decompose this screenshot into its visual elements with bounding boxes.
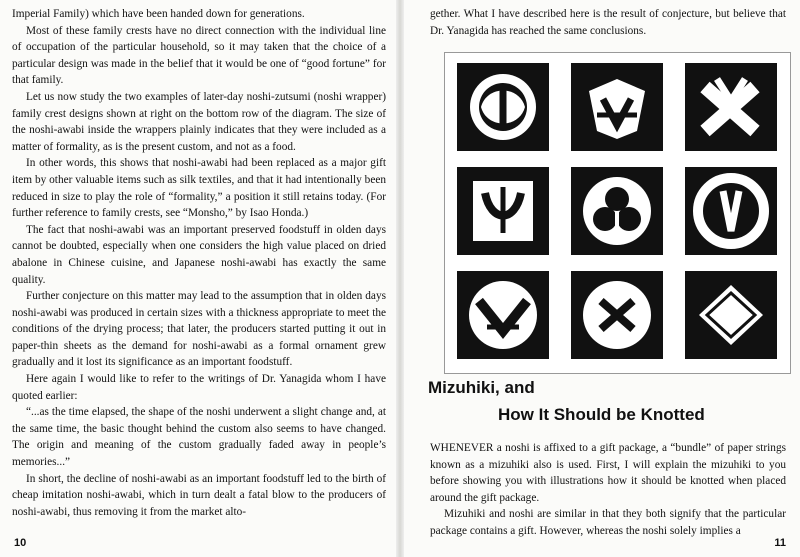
paragraph: In short, the decline of noshi-awabi as an important foodstuff led to the birth of cheap imitation noshi-awabi, which in turn dealt a fatal blow to the producers of noshi-awabi, thus removing it from the market alto-: [12, 472, 386, 518]
right-page: [402, 0, 800, 557]
crest-icon-noshi-ring: [685, 167, 777, 255]
crest-diagram: [444, 52, 791, 374]
right-page-body-text: [430, 440, 786, 540]
crest-icon-noshi-cross: [685, 63, 777, 151]
crest-icon-triple-circle: [571, 167, 663, 255]
paragraph: gether. What I have described here is the result of conjecture, but believe that Dr. Yanagida has reached the same conclusions.: [430, 8, 786, 37]
crest-grid: [445, 53, 790, 373]
paragraph: “...as the time elapsed, the shape of the noshi underwent a slight change and, at the same time, the basic thought behind the custom also seems to have changed. The origin and meaning of the custom gradually faded away in people’s memories...”: [12, 406, 386, 469]
paragraph: Mizuhiki and noshi are similar in that they both signify that the particular package contains a gift. However, whereas the noshi solely implies a: [430, 508, 786, 537]
paragraph: Here again I would like to refer to the writings of Dr. Yanagida whom I have quoted earlier:: [12, 373, 386, 402]
left-page-text: [12, 6, 386, 520]
crest-icon-noshi-fan: [571, 63, 663, 151]
paragraph: WHENEVER a noshi is affixed to a gift package, a “bundle” of paper strings known as a mizuhiki also is used. First, I will explain the mizuhiki to you before showing you with illustrations how it should be knotted when placed around the gift package.: [430, 442, 786, 504]
paragraph: Imperial Family) which have been handed down for generations.: [12, 8, 305, 20]
section-heading-line-1: Mizuhiki, and: [428, 378, 535, 397]
paragraph: Let us now study the two examples of later-day noshi-zutsumi (noshi wrapper) family crest designs shown at right on the bottom row of the diagram. The size of the noshi-awabi inside the wrappers plainly indicates that they were included as a matter of formality, as is the present custom, and not as a food.: [12, 90, 386, 153]
crest-icon-noshi-circle: [571, 271, 663, 359]
crest-icon-noshi-bundle: [457, 167, 549, 255]
section-heading-line-2: How It Should be Knotted: [498, 405, 705, 424]
paragraph: In other words, this shows that noshi-awabi had been replaced as a major gift item by other valuable items such as silk textiles, and that it had intentionally been reduced in size to play the role of “formality,” a position it still retains today. (For further reference to family crests, see “Monsho,” by Isao Honda.): [12, 157, 386, 220]
page-number: 11: [774, 537, 786, 549]
crest-icon-noshi-arc: [457, 271, 549, 359]
left-page: [0, 0, 398, 557]
page-number: 10: [14, 537, 27, 549]
paragraph: The fact that noshi-awabi was an important preserved foodstuff in olden days cannot be doubted, especially when one considers the high value placed on dried abalone in Chinese cuisine, and Japanese noshi-awabi has exactly the same quality.: [12, 223, 386, 286]
crest-icon-noshi-diamond: [685, 271, 777, 359]
paragraph: Most of these family crests have no direct connection with the individual line of occupation of the particular household, so it may taken that the choice of a particular design was made in the belief that it would be one of “good fortune” for that family.: [12, 24, 386, 87]
right-page-top-text: [430, 6, 786, 39]
paragraph: Further conjecture on this matter may lead to the assumption that in olden days noshi-awabi was produced in certain sizes with a thickness appropriate to meet the conditions of the drying process; that later, the producers started putting it out in paper-thin sheets as the demand for noshi-awabi as a formal ornament grew gradually and it lost its significance as an important foodstuff.: [12, 290, 386, 369]
crest-icon-double-circle: [457, 63, 549, 151]
